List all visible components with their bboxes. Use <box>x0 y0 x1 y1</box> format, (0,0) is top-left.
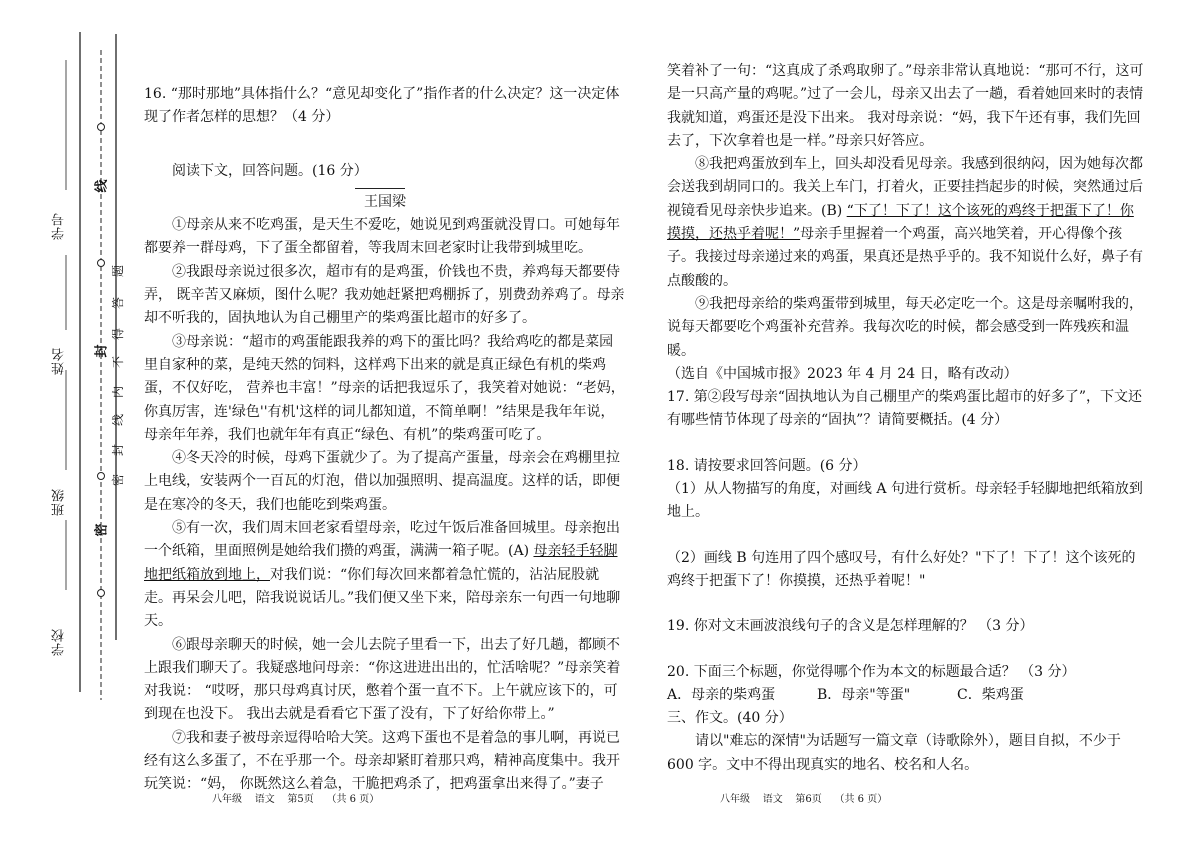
essay-prompt: 请以"难忘的深情"为话题写一篇文章（诗歌除外），题目自拟，不少于 600 字。文中不得出现真实的地名、校名和人名。 <box>667 733 1121 773</box>
underlined-sentence-b: “下了！下了！这个该死的鸡终于把蛋下了！你摸摸，还热乎着呢！” <box>667 202 1134 243</box>
seal-char: 线 <box>111 413 126 427</box>
paragraph-8: ⑧我把鸡蛋放到车上，回头却没看见母亲。我感到很纳闷，因为她每次都会送我到胡同口的。我关上车门，打着火，正要挂挡起步的时候，突然通过后视镜看见母亲快步追来。(B) “下了！下了！这个该死的鸡终于把蛋下了！你摸摸，还热乎着呢！”母亲手里握着一个鸡蛋，高兴地笑着，开心得像个孩子。我接过母亲递过来的鸡蛋，果真还是热乎乎的。我不知说什么好，鼻子有点酸酸的。 <box>667 156 1143 289</box>
essay-header: 三、作文。(40 分） <box>667 710 793 727</box>
question-16: 16. “那时那地”具体指什么？“意见却变化了”指作者的什么决定？这一决定体现了作者怎样的思想？（4 分） <box>144 86 620 126</box>
seal-char: 密 <box>111 473 126 487</box>
question-18: 18. 请按要求回答问题。(6 分） <box>667 457 867 474</box>
paragraph-9: ⑨我把母亲给的柴鸡蛋带到城里，每天必定吃一个。这是母亲嘱咐我的，说每天都要吃个鸡蛋补充营养。我每次吃的时候，都会感受到一阵残疾和温暖。 <box>667 295 1143 359</box>
question-20-options <box>667 684 1144 707</box>
seal-char: 线 <box>94 179 110 193</box>
option-b: B．母亲"等蛋" <box>817 686 911 703</box>
reading-intro: 阅读下文，回答问题。(16 分） <box>172 162 368 179</box>
right-footer: 八年级 语文 第6页 （共 6 页） <box>720 794 888 805</box>
seal-char: 不 <box>111 355 126 369</box>
seal-char: 答 <box>111 296 126 310</box>
option-c: C．柴鸡蛋 <box>957 686 1024 703</box>
seal-char: 得 <box>111 327 126 341</box>
question-18-part-2: （2）画线 B 句连用了四个感叹号，有什么好处？"下了！下了！这个该死的鸡终于把蛋下了！你摸摸，还热乎着呢！" <box>667 549 1136 589</box>
paragraph-1: ①母亲从来不吃鸡蛋，是天生不爱吃，她说见到鸡蛋就没胃口。可她每年都要养一群母鸡，下了蛋全都留着，等我周末回老家时让我带到城里吃。 <box>144 217 620 257</box>
seal-char: 内 <box>111 385 126 399</box>
paragraph-6: ⑥跟母亲聊天的时候，她一会儿去院子里看一下，出去了好几趟，都顾不上跟我们聊天了。我疑惑地问母亲：“你这进进出出的，忙活啥呢？”母亲笑着对我说： “哎呀，那只母鸡真讨厌，憋着个蛋一直不下。上午就应该下的，可到现在也没下。 我出去就是看看它下蛋了没有，下了好给你带上。” <box>144 636 621 723</box>
title-blank <box>355 188 405 189</box>
option-a: A．母亲的柴鸡蛋 <box>667 686 776 703</box>
left-page <box>144 83 626 797</box>
left-footer: 八年级 语文 第5页 （共 6 页） <box>212 794 380 805</box>
seal-char: 密 <box>94 523 110 537</box>
paragraph-3: ③母亲说：“超市的鸡蛋能跟我养的鸡下的蛋比吗？我给鸡吃的都是菜园里自家种的菜，是纯天然的饲料，这样鸡下出来的就是真正绿色有机的柴鸡蛋，不仅好吃， 营养也丰富！”母亲的话把我逗乐了，我笑着对她说：“老妈，你真厉害，连'绿色''有机'这样的词儿都知道，不简单啊！”结果是我年年说，母亲年年养，我们也就年年有真正“绿色、有机”的柴鸡蛋可吃了。 <box>144 333 625 443</box>
question-18-part-1: （1）从人物描写的角度，对画线 A 句进行赏析。母亲轻手轻脚地把纸箱放到地上。 <box>667 481 1143 521</box>
source-note: （选自《中国城市报》2023 年 4 月 24 日，略有改动） <box>667 365 1018 382</box>
paragraph-5: ⑤有一次，我们周末回老家看望母亲，吃过午饭后准备回城里。母亲抱出一个纸箱，里面照例是她给我们攒的鸡蛋，满满一箱子呢。(A) 母亲轻手轻脚地把纸箱放到地上，对我们说：“你们每次回来都着急忙慌的，沾沾屁股就走。再呆会儿吧，陪我说说话儿。”我们便又坐下来，陪母亲东一句西一句地聊天。 <box>144 520 621 630</box>
question-20: 20. 下面三个标题，你觉得哪个作为本文的标题最合适？ （3 分） <box>667 663 1076 680</box>
underlined-sentence-a: 母亲轻手轻脚地把纸箱放到地上， <box>144 543 618 583</box>
id-label: 学号 <box>52 212 67 240</box>
binding-margin <box>0 0 140 849</box>
class-label: 班级 <box>52 488 67 516</box>
paragraph-2: ②我跟母亲说过很多次，超市有的是鸡蛋，价钱也不贵，养鸡每天都要侍弄， 既辛苦又麻烦，图什么呢？我劝她赶紧把鸡棚拆了，别费劲养鸡了。母亲却不听我的，固执地认为自己棚里产的柴鸡蛋比超市的好多了。 <box>144 263 625 327</box>
name-label: 姓名 <box>52 347 67 375</box>
paragraph-7: ⑦我和妻子被母亲逗得哈哈大笑。这鸡下蛋也不是着急的事儿啊，再说已经有这么多蛋了，不在乎那一个。母亲却紧盯着那只鸡，精神高度集中。我开玩笑说：“妈， 你既然这么着急，干脆把鸡杀了，把鸡蛋拿出来得了。”妻子 <box>144 729 620 793</box>
seal-char: 封 <box>94 344 110 358</box>
right-page <box>667 60 1144 777</box>
paragraph-4: ④冬天冷的时候，母鸡下蛋就少了。为了提高产蛋量，母亲会在鸡棚里拉上电线，安装两个一百瓦的灯泡，借以加强照明、提高温度。这样的话，即便是在寒冷的冬天，我们也能吃到柴鸡蛋。 <box>144 450 620 513</box>
paragraph-7-continued: 笑着补了一句：“这真成了杀鸡取卵了。”母亲非常认真地说：“那可不行，这可是一只高产量的鸡呢。”过了一会儿，母亲又出去了一趟，看着她回来时的表情我就知道，鸡蛋还是没下出来。 我对母亲说：“妈，我下午还有事，我们先回去了，下次拿着也是一样。”母亲只好答应。 <box>667 63 1144 149</box>
article-author: 王国梁 <box>364 193 406 210</box>
school-label: 学校 <box>52 628 67 656</box>
question-17: 17. 第②段写母亲“固执地认为自己棚里产的柴鸡蛋比超市的好多了”，下文还有哪些情节体现了母亲的“固执”？请简要概括。(4 分） <box>667 389 1143 429</box>
question-19: 19. 你对文末画波浪线句子的含义是怎样理解的？ （3 分） <box>667 618 1034 635</box>
seal-char: 题 <box>111 264 126 278</box>
seal-char: 封 <box>111 443 126 457</box>
